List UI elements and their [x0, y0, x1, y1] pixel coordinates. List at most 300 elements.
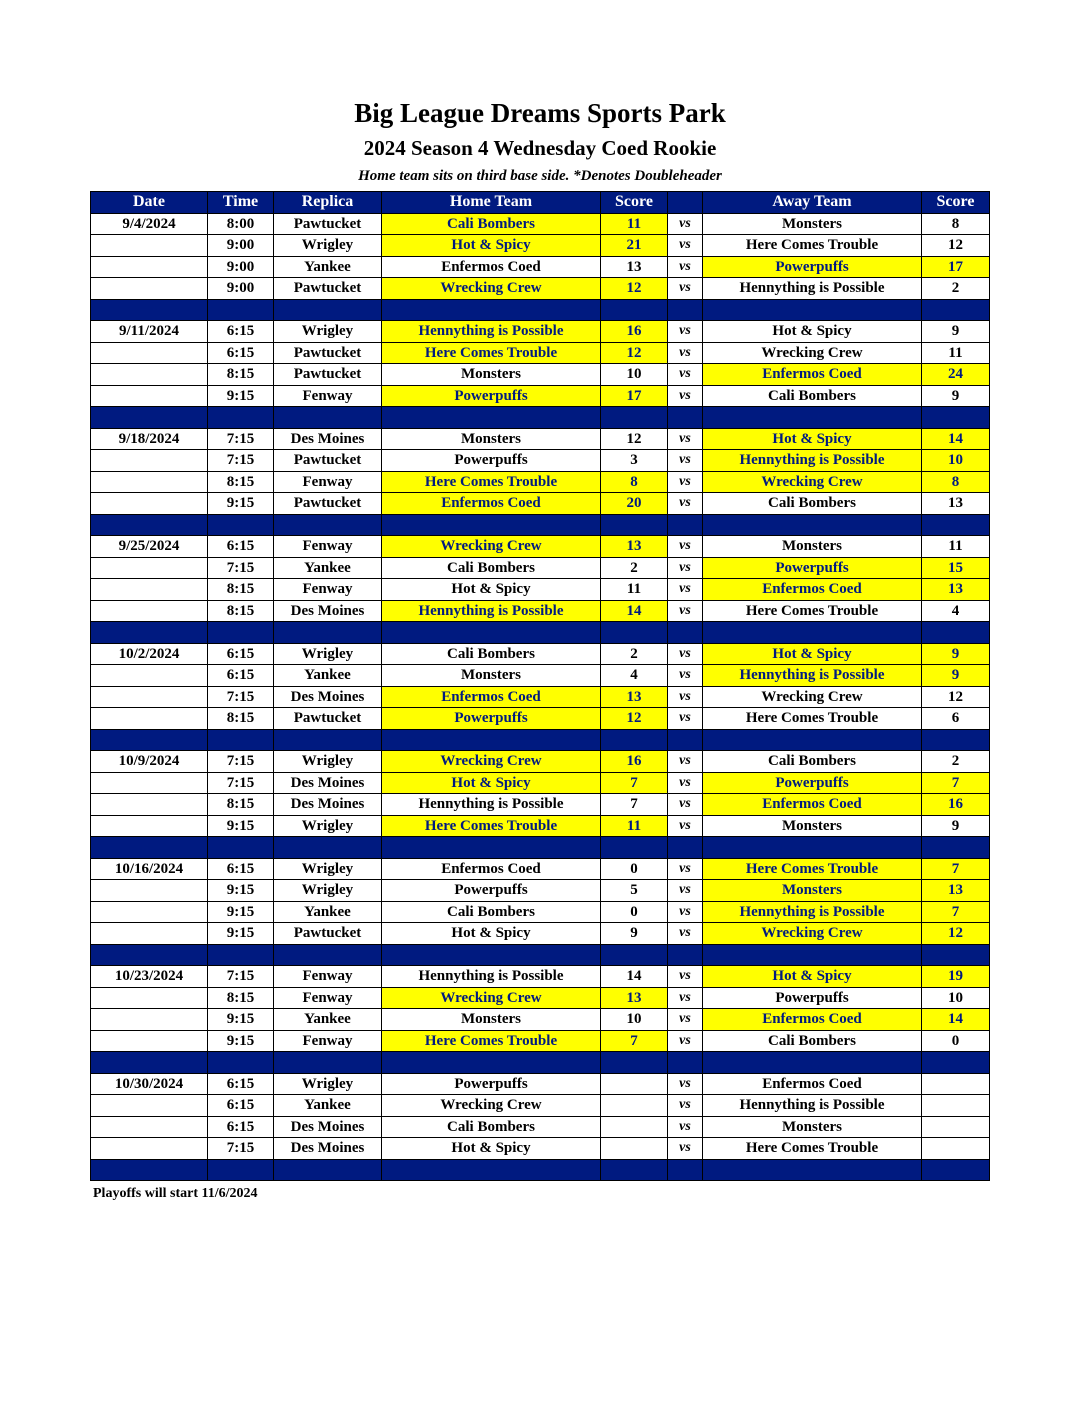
home-score: 13 — [601, 536, 668, 558]
home-team: Wrecking Crew — [382, 536, 601, 558]
separator-cell — [668, 729, 703, 751]
away-score — [922, 1116, 990, 1138]
home-score: 13 — [601, 256, 668, 278]
separator-cell — [601, 622, 668, 644]
game-row — [91, 815, 990, 837]
separator-cell — [382, 299, 601, 321]
game-row — [91, 858, 990, 880]
away-team: Enfermos Coed — [703, 579, 922, 601]
home-score: 12 — [601, 278, 668, 300]
game-date — [91, 278, 208, 300]
game-time: 6:15 — [208, 1095, 274, 1117]
away-team: Monsters — [703, 880, 922, 902]
away-team: Hot & Spicy — [703, 966, 922, 988]
home-team: Here Comes Trouble — [382, 342, 601, 364]
away-score: 14 — [922, 1009, 990, 1031]
game-row — [91, 643, 990, 665]
home-score: 12 — [601, 428, 668, 450]
game-row — [91, 1095, 990, 1117]
separator-cell — [703, 514, 922, 536]
separator-cell — [668, 944, 703, 966]
away-score: 12 — [922, 923, 990, 945]
separator-cell — [922, 1159, 990, 1181]
game-row — [91, 235, 990, 257]
game-time: 9:15 — [208, 923, 274, 945]
game-replica: Wrigley — [274, 643, 382, 665]
game-time: 9:00 — [208, 256, 274, 278]
game-row — [91, 364, 990, 386]
game-row — [91, 256, 990, 278]
week-separator-row — [91, 837, 990, 859]
separator-cell — [91, 729, 208, 751]
game-row — [91, 321, 990, 343]
game-row — [91, 708, 990, 730]
game-time: 9:15 — [208, 815, 274, 837]
game-row — [91, 923, 990, 945]
separator-cell — [922, 1052, 990, 1074]
vs-label: vs — [668, 643, 703, 665]
separator-cell — [601, 1052, 668, 1074]
week-separator-row — [91, 944, 990, 966]
home-score — [601, 1073, 668, 1095]
home-score: 12 — [601, 342, 668, 364]
away-score: 13 — [922, 493, 990, 515]
away-team: Wrecking Crew — [703, 686, 922, 708]
home-team: Hennything is Possible — [382, 600, 601, 622]
home-score — [601, 1116, 668, 1138]
separator-cell — [208, 299, 274, 321]
home-team: Hennything is Possible — [382, 794, 601, 816]
away-score: 11 — [922, 536, 990, 558]
away-team: Hennything is Possible — [703, 1095, 922, 1117]
separator-cell — [601, 407, 668, 429]
home-score: 7 — [601, 794, 668, 816]
game-date — [91, 923, 208, 945]
away-score: 9 — [922, 385, 990, 407]
game-row — [91, 536, 990, 558]
vs-label: vs — [668, 901, 703, 923]
game-time: 8:15 — [208, 600, 274, 622]
game-date — [91, 235, 208, 257]
game-time: 7:15 — [208, 428, 274, 450]
game-time: 6:15 — [208, 858, 274, 880]
vs-label: vs — [668, 235, 703, 257]
separator-cell — [601, 1159, 668, 1181]
game-replica: Des Moines — [274, 600, 382, 622]
game-date — [91, 471, 208, 493]
away-score: 7 — [922, 772, 990, 794]
home-score: 13 — [601, 686, 668, 708]
game-date: 9/11/2024 — [91, 321, 208, 343]
game-date — [91, 256, 208, 278]
separator-cell — [274, 407, 382, 429]
game-row — [91, 579, 990, 601]
vs-label: vs — [668, 966, 703, 988]
game-row — [91, 471, 990, 493]
separator-cell — [703, 1052, 922, 1074]
away-team: Hot & Spicy — [703, 321, 922, 343]
game-row — [91, 987, 990, 1009]
separator-cell — [668, 837, 703, 859]
away-team: Here Comes Trouble — [703, 235, 922, 257]
game-time: 9:15 — [208, 880, 274, 902]
page-subtitle: 2024 Season 4 Wednesday Coed Rookie — [363, 136, 717, 160]
schedule-table — [90, 191, 990, 1181]
separator-cell — [601, 837, 668, 859]
separator-cell — [274, 514, 382, 536]
game-replica: Pawtucket — [274, 450, 382, 472]
away-score: 24 — [922, 364, 990, 386]
home-score: 2 — [601, 643, 668, 665]
game-replica: Des Moines — [274, 428, 382, 450]
away-score — [922, 1138, 990, 1160]
game-time: 7:15 — [208, 751, 274, 773]
vs-label: vs — [668, 385, 703, 407]
header-vs — [668, 192, 703, 214]
away-score: 16 — [922, 794, 990, 816]
separator-cell — [703, 729, 922, 751]
vs-label: vs — [668, 428, 703, 450]
game-time: 8:15 — [208, 794, 274, 816]
away-score: 4 — [922, 600, 990, 622]
game-row — [91, 880, 990, 902]
away-team: Cali Bombers — [703, 1030, 922, 1052]
game-time: 7:15 — [208, 450, 274, 472]
game-time: 8:15 — [208, 987, 274, 1009]
game-date — [91, 987, 208, 1009]
away-team: Wrecking Crew — [703, 471, 922, 493]
away-team: Hennything is Possible — [703, 901, 922, 923]
home-score: 14 — [601, 600, 668, 622]
separator-cell — [208, 1052, 274, 1074]
away-team: Hot & Spicy — [703, 428, 922, 450]
away-score: 12 — [922, 235, 990, 257]
separator-cell — [601, 729, 668, 751]
home-score: 12 — [601, 708, 668, 730]
home-score: 3 — [601, 450, 668, 472]
away-score: 13 — [922, 579, 990, 601]
game-replica: Yankee — [274, 901, 382, 923]
away-team: Powerpuffs — [703, 256, 922, 278]
separator-cell — [703, 299, 922, 321]
vs-label: vs — [668, 751, 703, 773]
week-separator-row — [91, 407, 990, 429]
home-team: Cali Bombers — [382, 643, 601, 665]
separator-cell — [91, 299, 208, 321]
week-separator-row — [91, 622, 990, 644]
game-time: 8:15 — [208, 579, 274, 601]
game-time: 9:15 — [208, 901, 274, 923]
home-team: Hot & Spicy — [382, 923, 601, 945]
game-time: 6:15 — [208, 643, 274, 665]
separator-cell — [274, 729, 382, 751]
away-team: Cali Bombers — [703, 751, 922, 773]
game-row — [91, 385, 990, 407]
separator-cell — [703, 944, 922, 966]
separator-cell — [91, 407, 208, 429]
home-team: Hennything is Possible — [382, 966, 601, 988]
separator-cell — [703, 407, 922, 429]
home-team: Powerpuffs — [382, 450, 601, 472]
separator-cell — [382, 1052, 601, 1074]
game-date — [91, 342, 208, 364]
game-replica: Yankee — [274, 557, 382, 579]
separator-cell — [91, 837, 208, 859]
away-score: 13 — [922, 880, 990, 902]
separator-cell — [668, 514, 703, 536]
game-row — [91, 686, 990, 708]
home-team-note: Home team sits on third base side. *Denotes Doubleheader — [358, 168, 722, 184]
schedule-body — [91, 213, 990, 1181]
home-score: 0 — [601, 858, 668, 880]
home-score: 10 — [601, 1009, 668, 1031]
game-date — [91, 1116, 208, 1138]
home-team: Powerpuffs — [382, 708, 601, 730]
game-date — [91, 772, 208, 794]
home-score: 4 — [601, 665, 668, 687]
home-team: Hot & Spicy — [382, 1138, 601, 1160]
separator-cell — [922, 299, 990, 321]
away-team: Powerpuffs — [703, 772, 922, 794]
away-score: 6 — [922, 708, 990, 730]
home-score: 0 — [601, 901, 668, 923]
separator-cell — [922, 944, 990, 966]
separator-cell — [703, 1159, 922, 1181]
home-team: Monsters — [382, 1009, 601, 1031]
vs-label: vs — [668, 858, 703, 880]
game-date — [91, 600, 208, 622]
game-replica: Fenway — [274, 536, 382, 558]
game-date — [91, 1009, 208, 1031]
game-date — [91, 880, 208, 902]
game-replica: Wrigley — [274, 321, 382, 343]
home-team: Wrecking Crew — [382, 751, 601, 773]
game-date: 9/25/2024 — [91, 536, 208, 558]
week-separator-row — [91, 299, 990, 321]
separator-cell — [382, 729, 601, 751]
away-score: 2 — [922, 278, 990, 300]
vs-label: vs — [668, 536, 703, 558]
separator-cell — [668, 1159, 703, 1181]
game-replica: Wrigley — [274, 1073, 382, 1095]
week-separator-row — [91, 1159, 990, 1181]
game-row — [91, 278, 990, 300]
game-time: 9:15 — [208, 1030, 274, 1052]
game-date — [91, 708, 208, 730]
away-score: 10 — [922, 450, 990, 472]
home-score: 9 — [601, 923, 668, 945]
game-replica: Pawtucket — [274, 278, 382, 300]
game-time: 9:15 — [208, 493, 274, 515]
separator-cell — [208, 407, 274, 429]
home-score: 8 — [601, 471, 668, 493]
game-row — [91, 1030, 990, 1052]
game-replica: Des Moines — [274, 686, 382, 708]
home-team: Hot & Spicy — [382, 772, 601, 794]
game-replica: Des Moines — [274, 772, 382, 794]
vs-label: vs — [668, 1030, 703, 1052]
game-time: 8:00 — [208, 213, 274, 235]
game-row — [91, 342, 990, 364]
game-row — [91, 1116, 990, 1138]
vs-label: vs — [668, 665, 703, 687]
home-score: 16 — [601, 751, 668, 773]
home-score: 7 — [601, 772, 668, 794]
game-replica: Pawtucket — [274, 708, 382, 730]
game-time: 6:15 — [208, 1116, 274, 1138]
home-team: Enfermos Coed — [382, 858, 601, 880]
vs-label: vs — [668, 1073, 703, 1095]
game-row — [91, 772, 990, 794]
away-team: Enfermos Coed — [703, 1009, 922, 1031]
separator-cell — [208, 514, 274, 536]
vs-label: vs — [668, 471, 703, 493]
separator-cell — [274, 1052, 382, 1074]
away-score: 15 — [922, 557, 990, 579]
game-time: 8:15 — [208, 708, 274, 730]
game-date — [91, 1030, 208, 1052]
game-time: 6:15 — [208, 321, 274, 343]
home-score: 14 — [601, 966, 668, 988]
away-team: Cali Bombers — [703, 493, 922, 515]
week-separator-row — [91, 1052, 990, 1074]
vs-label: vs — [668, 815, 703, 837]
separator-cell — [91, 1052, 208, 1074]
game-replica: Wrigley — [274, 815, 382, 837]
vs-label: vs — [668, 557, 703, 579]
game-replica: Wrigley — [274, 858, 382, 880]
away-team: Powerpuffs — [703, 557, 922, 579]
home-score — [601, 1095, 668, 1117]
game-row — [91, 966, 990, 988]
game-row — [91, 665, 990, 687]
game-replica: Fenway — [274, 579, 382, 601]
away-score: 0 — [922, 1030, 990, 1052]
home-score: 10 — [601, 364, 668, 386]
home-team: Monsters — [382, 428, 601, 450]
game-date — [91, 385, 208, 407]
game-replica: Wrigley — [274, 235, 382, 257]
game-time: 6:15 — [208, 1073, 274, 1095]
separator-cell — [274, 1159, 382, 1181]
home-score: 2 — [601, 557, 668, 579]
vs-label: vs — [668, 493, 703, 515]
game-time: 7:15 — [208, 1138, 274, 1160]
home-team: Wrecking Crew — [382, 987, 601, 1009]
vs-label: vs — [668, 213, 703, 235]
away-team: Wrecking Crew — [703, 342, 922, 364]
separator-cell — [601, 514, 668, 536]
away-score: 19 — [922, 966, 990, 988]
vs-label: vs — [668, 1138, 703, 1160]
separator-cell — [922, 407, 990, 429]
header-home-score: Score — [601, 192, 668, 214]
game-date: 9/4/2024 — [91, 213, 208, 235]
vs-label: vs — [668, 342, 703, 364]
game-row — [91, 600, 990, 622]
away-score: 8 — [922, 471, 990, 493]
header-replica: Replica — [274, 192, 382, 214]
game-time: 7:15 — [208, 686, 274, 708]
separator-cell — [601, 944, 668, 966]
game-date: 10/30/2024 — [91, 1073, 208, 1095]
home-score: 11 — [601, 213, 668, 235]
away-team: Cali Bombers — [703, 385, 922, 407]
home-team: Cali Bombers — [382, 557, 601, 579]
header-away-score: Score — [922, 192, 990, 214]
game-date — [91, 450, 208, 472]
home-team: Here Comes Trouble — [382, 1030, 601, 1052]
away-team: Enfermos Coed — [703, 364, 922, 386]
game-date: 10/23/2024 — [91, 966, 208, 988]
separator-cell — [91, 514, 208, 536]
separator-cell — [208, 1159, 274, 1181]
home-team: Powerpuffs — [382, 385, 601, 407]
away-team: Monsters — [703, 815, 922, 837]
separator-cell — [208, 944, 274, 966]
game-date: 10/2/2024 — [91, 643, 208, 665]
vs-label: vs — [668, 278, 703, 300]
header-time: Time — [208, 192, 274, 214]
home-score: 17 — [601, 385, 668, 407]
separator-cell — [91, 622, 208, 644]
home-team: Powerpuffs — [382, 1073, 601, 1095]
game-time: 8:15 — [208, 364, 274, 386]
home-score: 13 — [601, 987, 668, 1009]
game-replica: Des Moines — [274, 1138, 382, 1160]
game-replica: Des Moines — [274, 794, 382, 816]
home-team: Monsters — [382, 665, 601, 687]
game-replica: Wrigley — [274, 751, 382, 773]
game-time: 6:15 — [208, 536, 274, 558]
separator-cell — [668, 299, 703, 321]
game-date — [91, 901, 208, 923]
game-date: 10/16/2024 — [91, 858, 208, 880]
home-score: 11 — [601, 579, 668, 601]
home-team: Hot & Spicy — [382, 579, 601, 601]
away-team: Wrecking Crew — [703, 923, 922, 945]
away-score: 11 — [922, 342, 990, 364]
header-away-team: Away Team — [703, 192, 922, 214]
page-title: Big League Dreams Sports Park — [354, 98, 726, 128]
home-team: Wrecking Crew — [382, 278, 601, 300]
game-date — [91, 579, 208, 601]
away-score: 9 — [922, 815, 990, 837]
game-date: 9/18/2024 — [91, 428, 208, 450]
away-team: Powerpuffs — [703, 987, 922, 1009]
separator-cell — [703, 837, 922, 859]
separator-cell — [703, 622, 922, 644]
away-score: 17 — [922, 256, 990, 278]
game-replica: Fenway — [274, 471, 382, 493]
home-score: 21 — [601, 235, 668, 257]
game-date — [91, 686, 208, 708]
game-replica: Fenway — [274, 966, 382, 988]
game-time: 6:15 — [208, 342, 274, 364]
home-team: Cali Bombers — [382, 1116, 601, 1138]
game-replica: Pawtucket — [274, 923, 382, 945]
game-replica: Fenway — [274, 385, 382, 407]
away-team: Monsters — [703, 213, 922, 235]
header-date: Date — [91, 192, 208, 214]
game-row — [91, 1009, 990, 1031]
vs-label: vs — [668, 686, 703, 708]
game-time: 8:15 — [208, 471, 274, 493]
game-time: 7:15 — [208, 557, 274, 579]
away-team: Hot & Spicy — [703, 643, 922, 665]
game-date — [91, 794, 208, 816]
game-replica: Yankee — [274, 256, 382, 278]
